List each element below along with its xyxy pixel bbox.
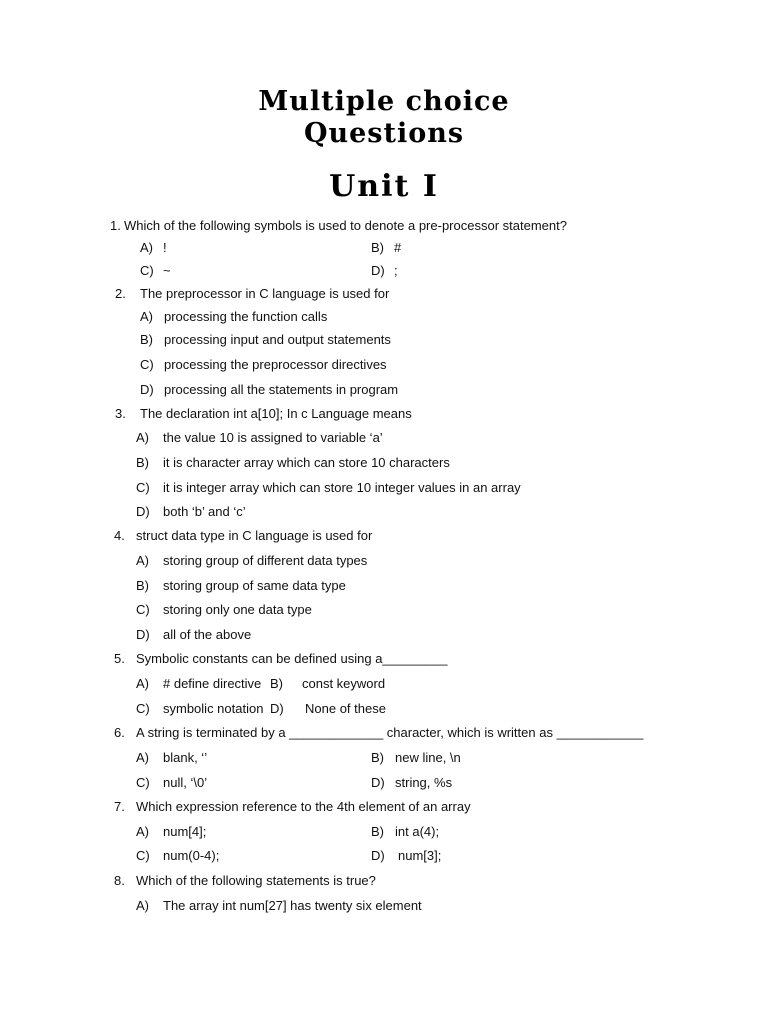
question-number: 8.	[114, 873, 125, 888]
option-label: D)	[136, 627, 150, 642]
option-text: null, ‘\0’	[163, 775, 208, 790]
option-label: C)	[136, 701, 150, 716]
option-text: processing the preprocessor directives	[164, 357, 387, 372]
option-text: None of these	[305, 701, 386, 716]
option-text: processing all the statements in program	[164, 382, 399, 397]
question-text: The declaration int a[10]; In c Language means	[140, 406, 412, 421]
option-text: # define directive	[163, 676, 262, 691]
option-label: A)	[136, 898, 149, 913]
option-label: B)	[136, 455, 149, 470]
question-number: 5.	[114, 651, 125, 666]
option-text: it is integer array which can store 10 integer values in an array	[163, 480, 521, 495]
option-text: new line, \n	[395, 750, 461, 765]
option-text: num[4];	[163, 824, 207, 839]
option-text: symbolic notation	[163, 701, 264, 716]
option-text: string, %s	[395, 775, 453, 790]
option-text: the value 10 is assigned to variable ‘a’	[163, 430, 383, 445]
question-text: A string is terminated by a _____________ character, which is written as ____________	[136, 725, 644, 740]
question-text: Which expression reference to the 4th element of an array	[136, 799, 471, 814]
question-text: Symbolic constants can be defined using a_________	[136, 651, 448, 666]
title-block	[0, 86, 768, 204]
option-label: C)	[140, 357, 154, 372]
option-text: const keyword	[302, 676, 386, 691]
option-label: C)	[136, 775, 150, 790]
option-text: ;	[394, 263, 398, 278]
page-title-line-2: Questions	[303, 118, 465, 149]
page-title-line-1: Multiple choice	[258, 86, 510, 117]
question-number: 1.	[110, 218, 121, 233]
question-number: 6.	[114, 725, 125, 740]
option-label: B)	[371, 824, 384, 839]
option-text: ~	[163, 263, 171, 278]
option-label: C)	[136, 602, 150, 617]
option-text: storing group of different data types	[163, 553, 368, 568]
option-text: all of the above	[163, 627, 252, 642]
option-label: C)	[140, 263, 154, 278]
question-number: 4.	[114, 528, 125, 543]
option-label: D)	[371, 263, 385, 278]
option-text: !	[163, 240, 167, 255]
option-label: B)	[140, 332, 153, 347]
option-label: B)	[136, 578, 149, 593]
option-label: C)	[136, 848, 150, 863]
option-text: num(0-4);	[163, 848, 220, 863]
option-text: processing input and output statements	[164, 332, 391, 347]
question-number: 3.	[115, 406, 126, 421]
option-label: D)	[136, 504, 150, 519]
option-label: D)	[371, 775, 385, 790]
option-text: processing the function calls	[164, 309, 328, 324]
option-label: A)	[140, 240, 153, 255]
question-text: Which of the following statements is true?	[136, 873, 376, 888]
question-number: 2.	[115, 286, 126, 301]
option-text: The array int num[27] has twenty six element	[163, 898, 422, 913]
option-label: A)	[136, 676, 149, 691]
question-number: 7.	[114, 799, 125, 814]
option-text: num[3];	[398, 848, 442, 863]
option-text: blank, ‘’	[163, 750, 208, 765]
option-label: B)	[371, 750, 384, 765]
option-label: D)	[371, 848, 385, 863]
unit-heading: Unit I	[329, 169, 439, 204]
option-text: storing only one data type	[163, 602, 312, 617]
option-text: storing group of same data type	[163, 578, 346, 593]
option-text: int a(4);	[395, 824, 440, 839]
option-label: B)	[371, 240, 384, 255]
option-label: C)	[136, 480, 150, 495]
option-text: both ‘b’ and ‘c’	[163, 504, 246, 519]
option-label: A)	[140, 309, 153, 324]
option-label: B)	[270, 676, 283, 691]
option-text: it is character array which can store 10 characters	[163, 455, 450, 470]
option-label: A)	[136, 750, 149, 765]
question-text: struct data type in C language is used for	[136, 528, 373, 543]
question-text: Which of the following symbols is used to denote a pre-processor statement?	[124, 218, 567, 233]
option-label: D)	[270, 701, 284, 716]
option-label: D)	[140, 382, 154, 397]
question-text: The preprocessor in C language is used for	[140, 286, 390, 301]
option-label: A)	[136, 824, 149, 839]
option-label: A)	[136, 430, 149, 445]
option-label: A)	[136, 553, 149, 568]
option-text: #	[394, 240, 402, 255]
